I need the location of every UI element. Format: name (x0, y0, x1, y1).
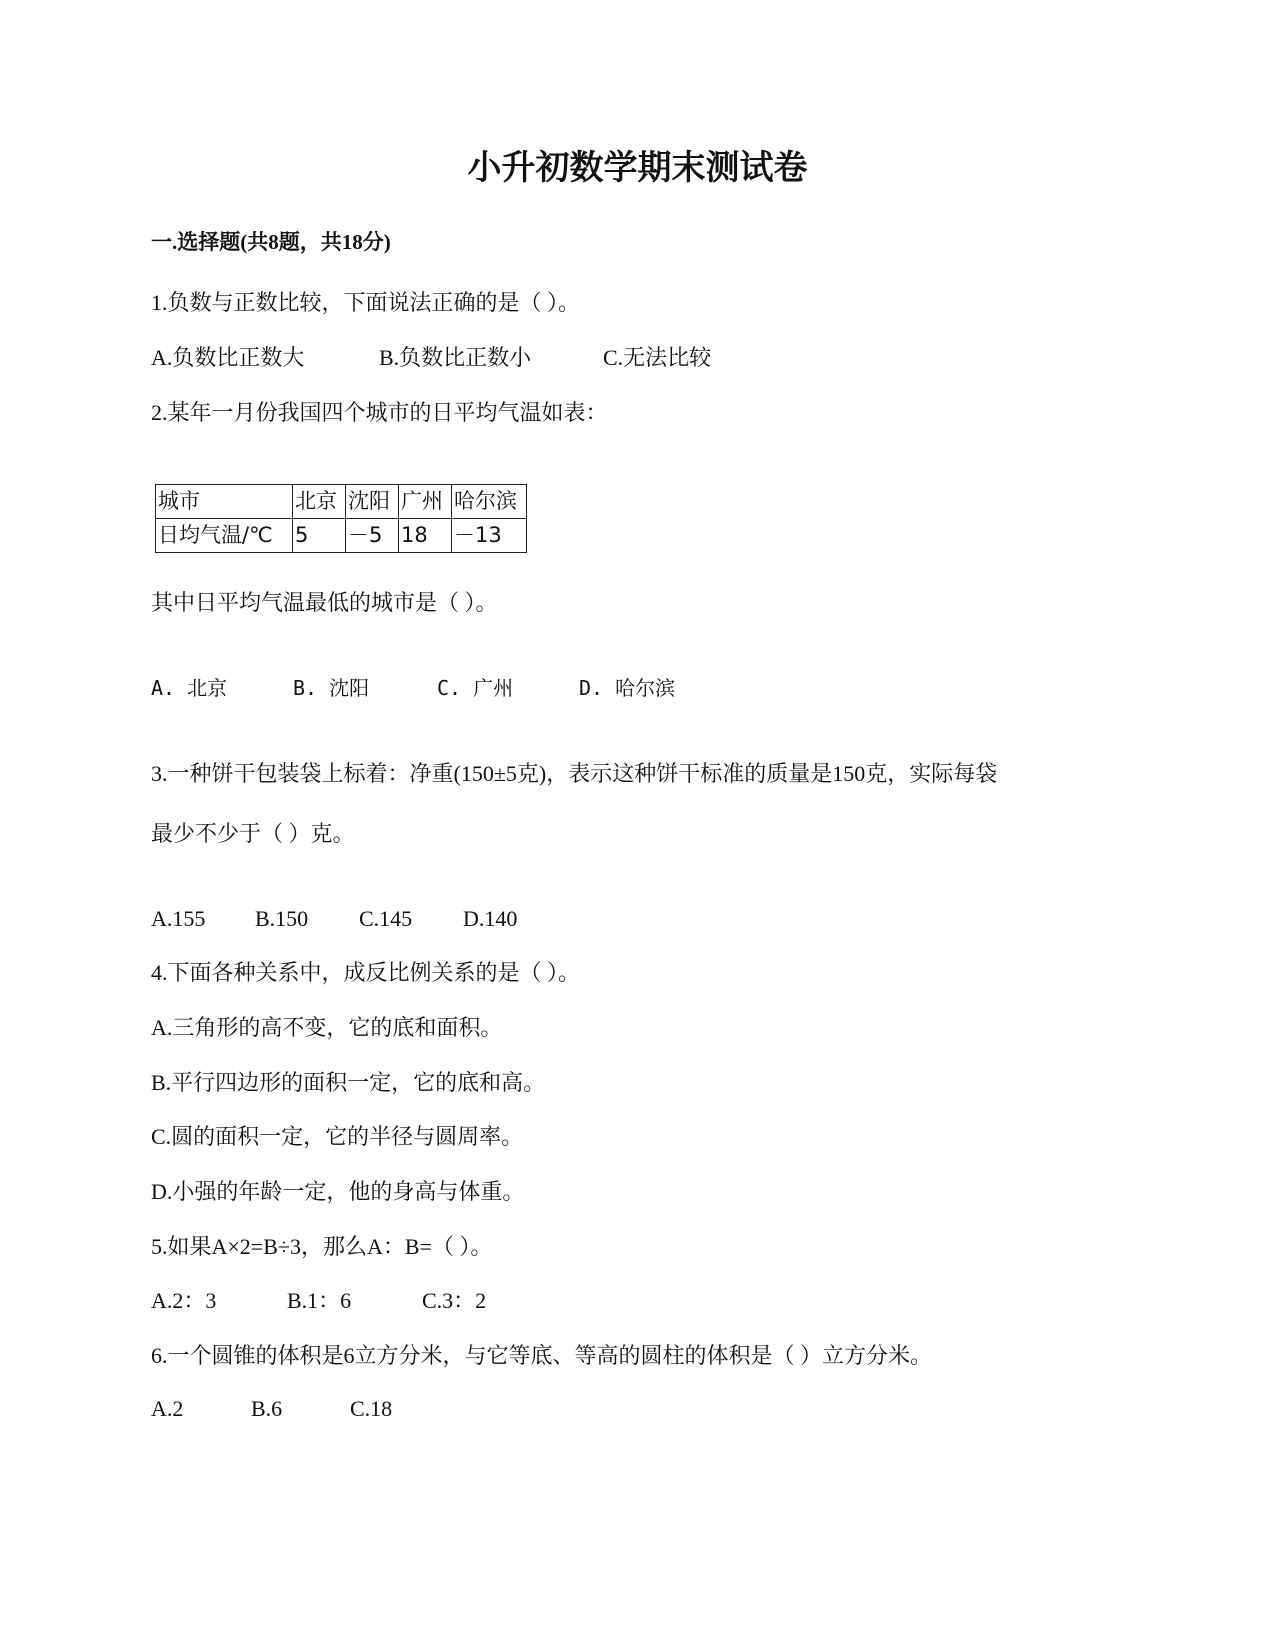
q5-option-c: C.3：2 (422, 1288, 487, 1313)
section-heading: 一.选择题(共8题，共18分) (151, 230, 391, 254)
q2-option-c: C. 广州 (437, 676, 514, 700)
table-cell: 北京 (293, 485, 346, 519)
table-cell: 城市 (156, 485, 293, 519)
q2-question: 其中日平均气温最低的城市是（ ）。 (151, 590, 498, 615)
q1-option-a: A.负数比正数大 (151, 345, 305, 370)
q5-options (151, 1290, 486, 1312)
table-cell: －13 (452, 519, 527, 553)
q3-option-c: C.145 (359, 906, 413, 931)
q3-option-a: A.155 (151, 906, 206, 931)
table-row (156, 485, 527, 519)
q3-stem-line1: 3.一种饼干包装袋上标着：净重(150±5克)，表示这种饼干标准的质量是150克，实际每袋 (151, 761, 998, 786)
q5-option-b: B.1：6 (287, 1288, 352, 1313)
table-cell: 哈尔滨 (452, 485, 527, 519)
q6-stem: 6.一个圆锥的体积是6立方分米，与它等底、等高的圆柱的体积是（ ）立方分米。 (151, 1343, 933, 1368)
temperature-table (155, 484, 527, 553)
table-cell: 日均气温/℃ (156, 519, 293, 553)
q5-stem: 5.如果A×2=B÷3，那么A：B=（ ）。 (151, 1234, 493, 1259)
q4-option-a: A.三角形的高不变，它的底和面积。 (151, 1015, 503, 1040)
q6-option-c: C.18 (350, 1396, 393, 1421)
q3-options (151, 908, 517, 930)
q3-stem-line2: 最少不少于（ ）克。 (151, 821, 355, 846)
q5-option-a: A.2：3 (151, 1288, 217, 1313)
q2-stem: 2.某年一月份我国四个城市的日平均气温如表： (151, 400, 608, 425)
q4-option-b: B.平行四边形的面积一定，它的底和高。 (151, 1070, 546, 1095)
table-cell: 广州 (399, 485, 452, 519)
q1-options (151, 347, 711, 369)
q6-option-a: A.2 (151, 1396, 184, 1421)
q3-option-d: D.140 (463, 906, 518, 931)
table-cell: 5 (293, 519, 346, 553)
q6-options (151, 1398, 392, 1420)
q4-option-c: C.圆的面积一定，它的半径与圆周率。 (151, 1124, 524, 1149)
q1-option-c: C.无法比较 (603, 345, 712, 370)
q3-option-b: B.150 (255, 906, 309, 931)
q1-stem: 1.负数与正数比较，下面说法正确的是（ ）。 (151, 290, 581, 315)
q4-stem: 4.下面各种关系中，成反比例关系的是（ ）。 (151, 960, 581, 985)
q2-options (151, 678, 675, 698)
q6-option-b: B.6 (251, 1396, 283, 1421)
table-cell: 沈阳 (346, 485, 399, 519)
q1-option-b: B.负数比正数小 (379, 345, 532, 370)
q2-option-b: B. 沈阳 (293, 676, 370, 700)
q2-option-d: D. 哈尔滨 (579, 676, 676, 700)
table-cell: －5 (346, 519, 399, 553)
table-row (156, 519, 527, 553)
q4-option-d: D.小强的年龄一定，他的身高与体重。 (151, 1179, 525, 1204)
q2-option-a: A. 北京 (151, 676, 228, 700)
page-title: 小升初数学期末测试卷 (467, 150, 808, 187)
table-cell: 18 (399, 519, 452, 553)
